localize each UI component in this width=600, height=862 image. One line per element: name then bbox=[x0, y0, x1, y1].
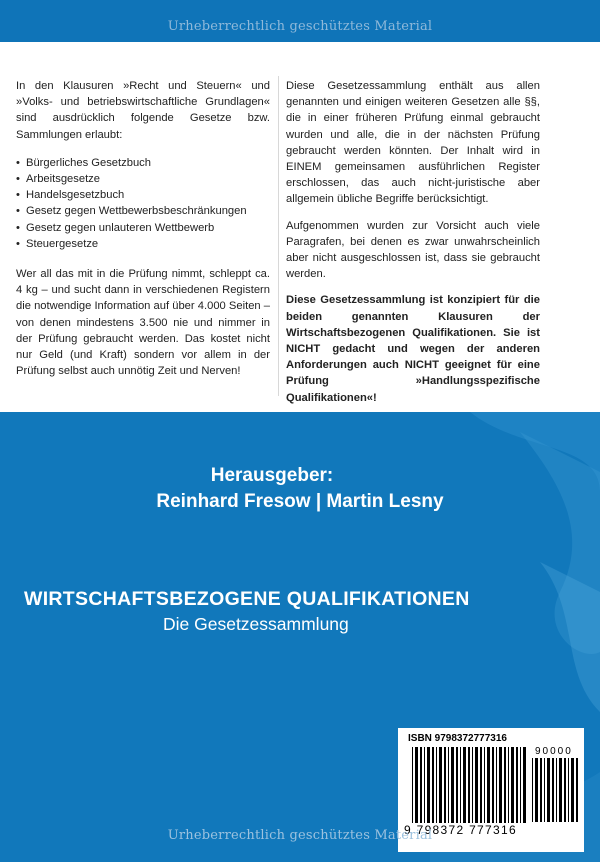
ean-digits: 9 798372 777316 bbox=[404, 823, 517, 837]
intro-paragraph: In den Klausuren »Recht und Steuern« und »Volks- und betriebswirtschaftliche Grundlagen« sind ausdrücklich folgende Gesetze bzw. Sammlungen erlaubt: bbox=[16, 80, 270, 141]
copyright-watermark-bottom: Urheberrechtlich geschütztes Material bbox=[167, 828, 433, 843]
ean-barcode-bars-icon bbox=[412, 747, 528, 827]
addon-digits: 90000 bbox=[535, 746, 573, 757]
book-title: WIRTSCHAFTSBEZOGENE QUALIFIKATIONEN bbox=[24, 588, 470, 610]
closing-paragraph: Wer all das mit in die Prüfung nimmt, schleppt ca. 4 kg – und sucht dann in verschiedenen Registern die notwendige Information auf über 4.000 Seiten – von denen mindestens 3.500 nie und nimmer in der Prüfung gebraucht werden. Das kostet nicht nur Geld (und Kraft) sondern vor allem in der Prüfung selbst auch unnötig Zeit und Nerven! bbox=[16, 268, 270, 378]
contents-paragraph: Diese Gesetzessammlung enthält aus allen genannten und einigen weiteren Gesetzen alle §§, die in einer früheren Prüfung einmal gebraucht wurden und alle, die in der nächsten Prüfung gebraucht werden könnten. Der Inhalt wird in EINEM gemeinsamen ausführlichen Register erschlossen, das auch nicht-juristische aber allgemein übliche Begriffe berücksichtigt. bbox=[286, 80, 540, 206]
column-divider bbox=[278, 76, 279, 396]
blurb-panel bbox=[0, 42, 600, 412]
isbn-label: ISBN 9798372777316 bbox=[408, 733, 507, 744]
copyright-watermark-top: Urheberrechtlich geschütztes Material bbox=[167, 19, 433, 34]
list-item: • Handelsgesetzbuch bbox=[16, 187, 270, 203]
list-item: • Gesetz gegen unlauteren Wettbewerb bbox=[16, 220, 270, 236]
book-subtitle: Die Gesetzessammlung bbox=[163, 614, 349, 634]
addon-barcode-bars-icon bbox=[532, 758, 578, 826]
cover-blue-area bbox=[0, 412, 600, 862]
list-item: • Arbeitsgesetze bbox=[16, 171, 270, 187]
right-column bbox=[286, 78, 540, 416]
target-audience-paragraph: Diese Gesetzessammlung ist konzipiert für die beiden genannten Klausuren der Wirtschaftsbezogenen Qualifikationen. Sie ist NICHT gedacht und wegen der anderen Anforderungen auch NICHT geeignet für eine Prüfung »Handlungsspezifische Qualifikationen«! bbox=[286, 294, 540, 404]
allowed-laws-list bbox=[16, 155, 270, 252]
publisher-label: Herausgeber: bbox=[210, 465, 334, 486]
list-item: • Steuergesetze bbox=[16, 236, 270, 252]
list-item: • Bürgerliches Gesetzbuch bbox=[16, 155, 270, 171]
list-item: • Gesetz gegen Wettbewerbsbeschränkungen bbox=[16, 203, 270, 219]
publisher-names: Reinhard Fresow | Martin Lesny bbox=[156, 491, 444, 512]
precaution-paragraph: Aufgenommen wurden zur Vorsicht auch viele Paragrafen, bei denen es zwar unwahrscheinlich aber nicht ausgeschlossen ist, dass sie gebraucht werden. bbox=[286, 219, 540, 281]
left-column bbox=[16, 78, 270, 389]
